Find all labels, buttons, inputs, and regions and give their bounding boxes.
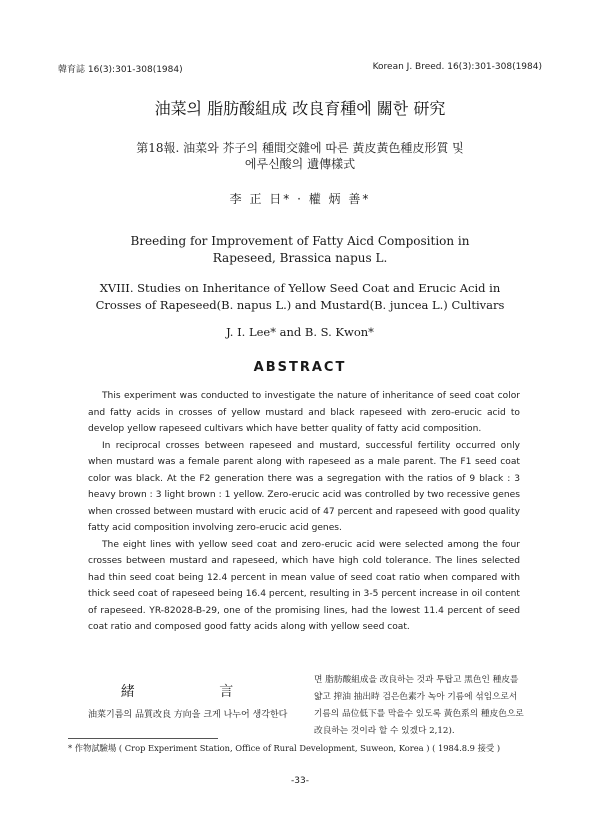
english-subtitle-line: Crosses of Rapeseed(B. napus L.) and Mustard(B. juncea L.) Cultivars [95, 298, 505, 312]
affiliation-footnote: * 作物試驗場 ( Crop Experiment Station, Office of Rural Development, Suweon, Korea ) ( 1984.8.9 接受 ) [68, 743, 501, 753]
abstract-paragraph: In reciprocal crosses between rapeseed and mustard, successful fertility occurred only when mustard was a female parent along with rapeseed as a male parent. The F1 seed coat color was black. At the F2 generation there was a segregation with the ratios of 9 black : 3 heavy brown : 3 light brown : 1 yellow. Zero-erucic acid was controlled by two recessive genes when crossed between mustard with erucic acid of 47 percent and rapeseed with good quality fatty acid composition involving zero-erucic acid genes. [88, 440, 520, 533]
introduction-text-left: 油菜기름의 品質改良 方向을 크게 나누어 생각한다 [88, 710, 288, 720]
subtitle-line: 에루신酸의 遺傳樣式 [244, 157, 356, 171]
running-header-left: 韓育誌 16(3):301-308(1984) [58, 65, 183, 75]
paper-title-english [0, 233, 600, 267]
subtitle-line: 第18報. 油菜와 芥子의 種間交雜에 따른 黃皮黃色種皮形質 및 [136, 141, 464, 155]
abstract-paragraph: This experiment was conducted to investigate the nature of inheritance of seed coat color and fatty acids in crosses of yellow mustard and black rapeseed with zero-erucic acid to develop yellow rapeseed cultivars which have better quality of fatty acid composition. [88, 391, 520, 434]
abstract-heading: ABSTRACT [253, 360, 347, 375]
abstract-paragraph: The eight lines with yellow seed coat and zero-erucic acid were selected among the four crosses between mustard and rapeseed, which have high cold tolerance. The lines selected had thin seed coat being 12.4 percent in mean value of seed coat ratio when compared with thick seed coat of rapeseed being 16.4 percent, resulting in 3-5 percent increase in oil content of rapeseed. YR-82028-B-29, one of the promising lines, had the lowest 11.4 percent of seed coat ratio and composed good fatty acids along with yellow seed coat. [88, 539, 520, 632]
english-title-line: Rapeseed, Brassica napus L. [212, 251, 388, 265]
authors-korean: 李 正 日* · 權 炳 善* [229, 192, 371, 206]
page-number: -33- [291, 776, 309, 786]
english-subtitle-line: XVIII. Studies on Inheritance of Yellow Seed Coat and Erucic Acid in [99, 281, 501, 295]
introduction-left-column [88, 684, 306, 724]
english-title-line: Breeding for Improvement of Fatty Aicd Composition in [130, 234, 470, 248]
introduction-heading: 緒 言 [120, 684, 274, 700]
footnote-divider [68, 738, 218, 739]
paper-subtitle-korean [0, 140, 600, 172]
paper-subtitle-english [0, 280, 600, 314]
abstract-body [88, 388, 520, 636]
introduction-right-column: 면 脂肪酸組成을 改良하는 것과 투탑고 黑色인 種皮를 얇고 搾油 抽出時 검은色素가 녹아 기름에 섞임으로서 기름의 品位低下를 막을수 있도록 黃色系의 種皮色으로 改良하는 것이라 할 수 있겠다 2,12). [314, 675, 524, 736]
running-header-right: Korean J. Breed. 16(3):301-308(1984) [372, 62, 542, 72]
authors-english: J. I. Lee* and B. S. Kwon* [226, 325, 374, 339]
paper-title-korean: 油菜의 脂肪酸組成 改良育種에 關한 研究 [154, 99, 446, 118]
